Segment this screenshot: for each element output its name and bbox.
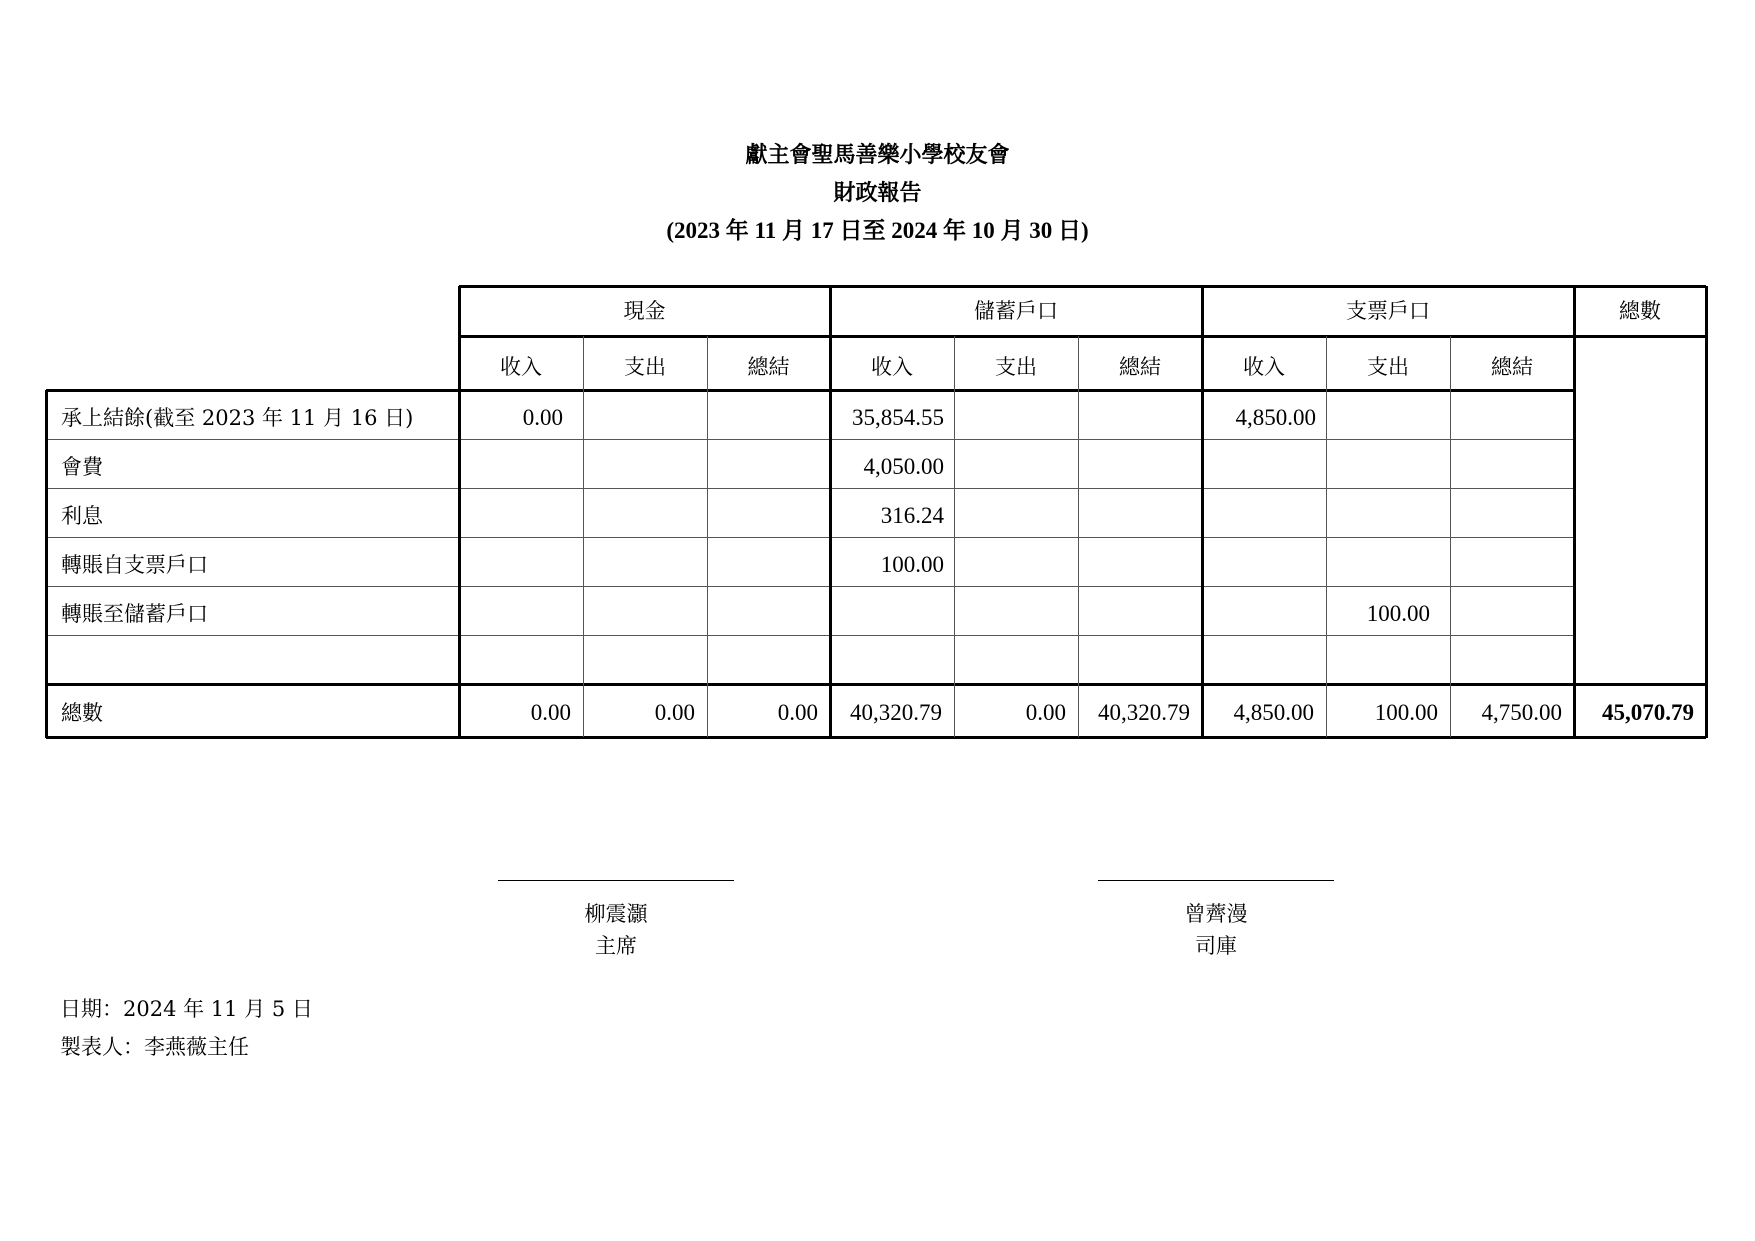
column-divider xyxy=(1326,336,1327,737)
row-divider xyxy=(46,586,1574,587)
row-divider xyxy=(46,537,1574,538)
grand-total-cell: 45,070.79 xyxy=(1602,700,1694,725)
header-cash: 現金 xyxy=(623,299,666,323)
row-divider xyxy=(46,488,1574,489)
report-title: 財政報告 xyxy=(833,180,922,206)
subheader-cell: 支出 xyxy=(624,355,666,379)
total-label: 總數 xyxy=(61,701,103,725)
signature-line-treasurer xyxy=(1098,880,1334,881)
table-bottom-border xyxy=(46,736,1706,739)
signature-line-chairman xyxy=(498,880,734,881)
table-cell: 4,850.00 xyxy=(1235,405,1316,430)
subheader-cell: 總結 xyxy=(747,355,790,379)
table-left-border xyxy=(45,390,48,738)
group-border xyxy=(1201,286,1204,738)
row-divider xyxy=(46,439,1574,440)
total-cell: 40,320.79 xyxy=(1098,700,1190,725)
treasurer-name: 曾薺漫 xyxy=(1184,902,1248,926)
header-savings-account: 儲蓄戶口 xyxy=(974,299,1058,323)
column-divider xyxy=(1078,336,1079,737)
total-cell: 0.00 xyxy=(530,700,571,725)
total-cell: 0.00 xyxy=(654,700,695,725)
total-cell: 0.00 xyxy=(777,700,818,725)
subheader-cell: 支出 xyxy=(1367,355,1409,379)
table-cell: 316.24 xyxy=(880,503,944,528)
report-preparer: 製表人：李燕薇主任 xyxy=(60,1035,249,1059)
chairman-title: 主席 xyxy=(595,934,637,958)
total-cell: 4,750.00 xyxy=(1481,700,1562,725)
column-divider xyxy=(707,336,708,737)
header-total: 總數 xyxy=(1619,299,1661,323)
row-label: 轉賬自支票戶口 xyxy=(61,553,208,577)
subheader-cell: 總結 xyxy=(1491,355,1533,379)
table-cell: 100.00 xyxy=(880,552,944,577)
table-cell: 35,854.55 xyxy=(852,405,944,430)
report-date: 日期：2024 年 11 月 5 日 xyxy=(60,997,313,1021)
body-top-border xyxy=(46,389,1574,392)
column-divider xyxy=(583,336,584,737)
table-cell: 100.00 xyxy=(1366,601,1430,626)
column-divider xyxy=(1450,336,1451,737)
group-border xyxy=(1573,286,1576,738)
table-cell: 0.00 xyxy=(522,405,563,430)
total-row-border xyxy=(46,683,1706,686)
subheader-cell: 收入 xyxy=(871,355,913,379)
row-divider xyxy=(46,635,1574,636)
chairman-name: 柳震灝 xyxy=(584,902,648,926)
row-label: 利息 xyxy=(61,504,103,528)
row-label: 轉賬至儲蓄戶口 xyxy=(61,602,208,626)
header-group-border xyxy=(459,335,1706,338)
total-cell: 4,850.00 xyxy=(1233,700,1314,725)
organization-title: 獻主會聖馬善樂小學校友會 xyxy=(745,142,1010,168)
column-divider xyxy=(954,336,955,737)
total-cell: 100.00 xyxy=(1374,700,1438,725)
report-period: (2023 年 11 月 17 日至 2024 年 10 月 30 日) xyxy=(666,218,1089,243)
table-right-border xyxy=(1705,286,1708,738)
subheader-cell: 總結 xyxy=(1119,355,1161,379)
label-column-border xyxy=(458,286,461,738)
header-cheque-account: 支票戶口 xyxy=(1346,299,1430,323)
total-cell: 0.00 xyxy=(1025,700,1066,725)
table-cell: 4,050.00 xyxy=(863,454,944,479)
subheader-cell: 收入 xyxy=(1243,355,1285,379)
subheader-cell: 收入 xyxy=(500,355,542,379)
row-label: 會費 xyxy=(61,455,103,479)
header-top-border xyxy=(459,285,1706,288)
row-label: 承上結餘(截至 2023 年 11 月 16 日) xyxy=(61,406,414,430)
subheader-cell: 支出 xyxy=(995,355,1037,379)
treasurer-title: 司庫 xyxy=(1195,934,1237,958)
total-cell: 40,320.79 xyxy=(850,700,942,725)
